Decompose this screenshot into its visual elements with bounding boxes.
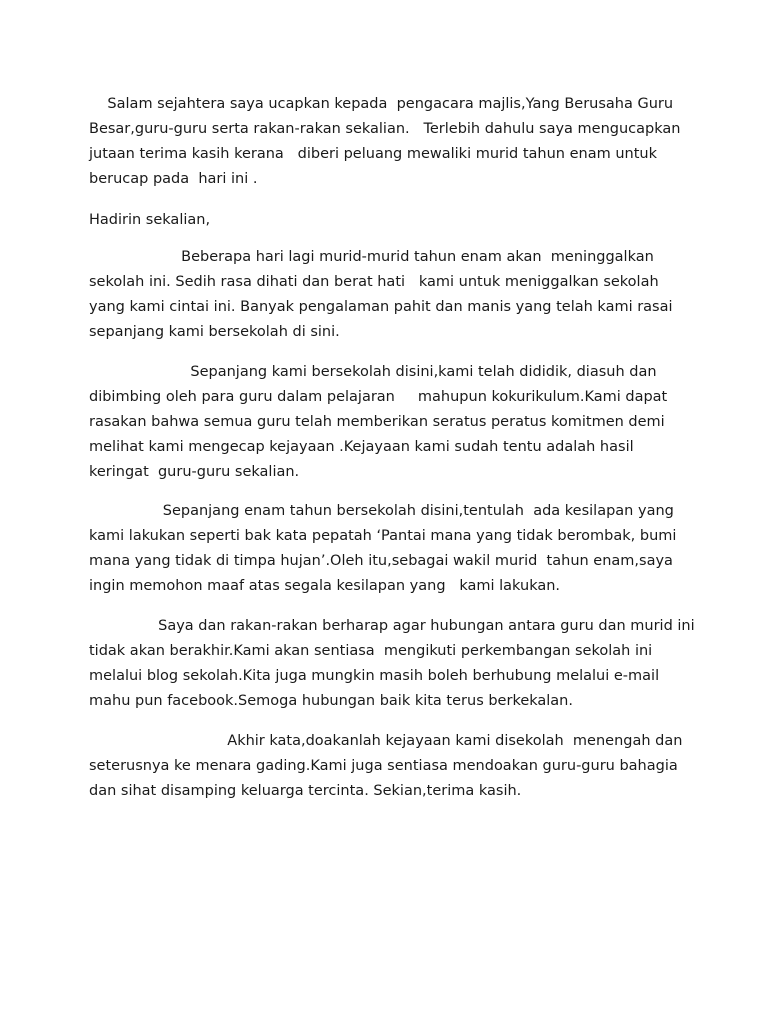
- paragraph-line: rasakan bahwa semua guru telah memberikan seratus peratus komitmen demi: [89, 414, 665, 430]
- paragraph-line: melalui blog sekolah.Kita juga mungkin masih boleh berhubung melalui e-mail: [89, 668, 660, 684]
- paragraph-line: Saya dan rakan-rakan berharap agar hubungan antara guru dan murid ini: [89, 618, 695, 634]
- paragraph-line: Besar,guru-guru serta rakan-rakan sekalian. Terlebih dahulu saya mengucapkan: [89, 121, 681, 137]
- paragraph-line: sekolah ini. Sedih rasa dihati dan berat hati kami untuk meniggalkan sekolah: [89, 274, 659, 290]
- paragraph-keep-in-touch: [89, 614, 695, 714]
- paragraph-closing: [89, 729, 689, 804]
- salutation-text: Hadirin sekalian,: [89, 212, 211, 228]
- paragraph-line: Akhir kata,doakanlah kejayaan kami disekolah menengah dan: [89, 733, 683, 749]
- paragraph-line: keringat guru-guru sekalian.: [89, 464, 300, 480]
- paragraph-line: seterusnya ke menara gading.Kami juga sentiasa mendoakan guru-guru bahagia: [89, 758, 678, 774]
- paragraph-line: Beberapa hari lagi murid-murid tahun enam akan meninggalkan: [89, 249, 654, 265]
- paragraph-line: yang kami cintai ini. Banyak pengalaman pahit dan manis yang telah kami rasai: [89, 299, 673, 315]
- paragraph-line: jutaan terima kasih kerana diberi peluang mewaliki murid tahun enam untuk: [89, 146, 657, 162]
- paragraph-line: ingin memohon maaf atas segala kesilapan yang kami lakukan.: [89, 578, 561, 594]
- paragraph-leaving-school: [89, 245, 689, 345]
- paragraph-line: Salam sejahtera saya ucapkan kepada pengacara majlis,Yang Berusaha Guru: [89, 96, 674, 112]
- paragraph-line: melihat kami mengecap kejayaan .Kejayaan kami sudah tentu adalah hasil: [89, 439, 634, 455]
- paragraph-line: Sepanjang kami bersekolah disini,kami telah dididik, diasuh dan: [89, 364, 657, 380]
- paragraph-line: dibimbing oleh para guru dalam pelajaran mahupun kokurikulum.Kami dapat: [89, 389, 668, 405]
- paragraph-line: mahu pun facebook.Semoga hubungan baik kita terus berkekalan.: [89, 693, 573, 709]
- paragraph-line: berucap pada hari ini .: [89, 171, 258, 187]
- paragraph-line: kami lakukan seperti bak kata pepatah ‘Pantai mana yang tidak berombak, bumi: [89, 528, 677, 544]
- paragraph-line: dan sihat disamping keluarga tercinta. Sekian,terima kasih.: [89, 783, 522, 799]
- salutation-heading: [89, 208, 689, 233]
- paragraph-line: Sepanjang enam tahun bersekolah disini,tentulah ada kesilapan yang: [89, 503, 674, 519]
- paragraph-line: mana yang tidak di timpa hujan’.Oleh itu,sebagai wakil murid tahun enam,saya: [89, 553, 673, 569]
- paragraph-line: sepanjang kami bersekolah di sini.: [89, 324, 340, 340]
- paragraph-apology: [89, 499, 689, 599]
- paragraph-line: tidak akan berakhir.Kami akan sentiasa mengikuti perkembangan sekolah ini: [89, 643, 653, 659]
- paragraph-greeting: [89, 92, 689, 192]
- paragraph-teachers: [89, 360, 689, 485]
